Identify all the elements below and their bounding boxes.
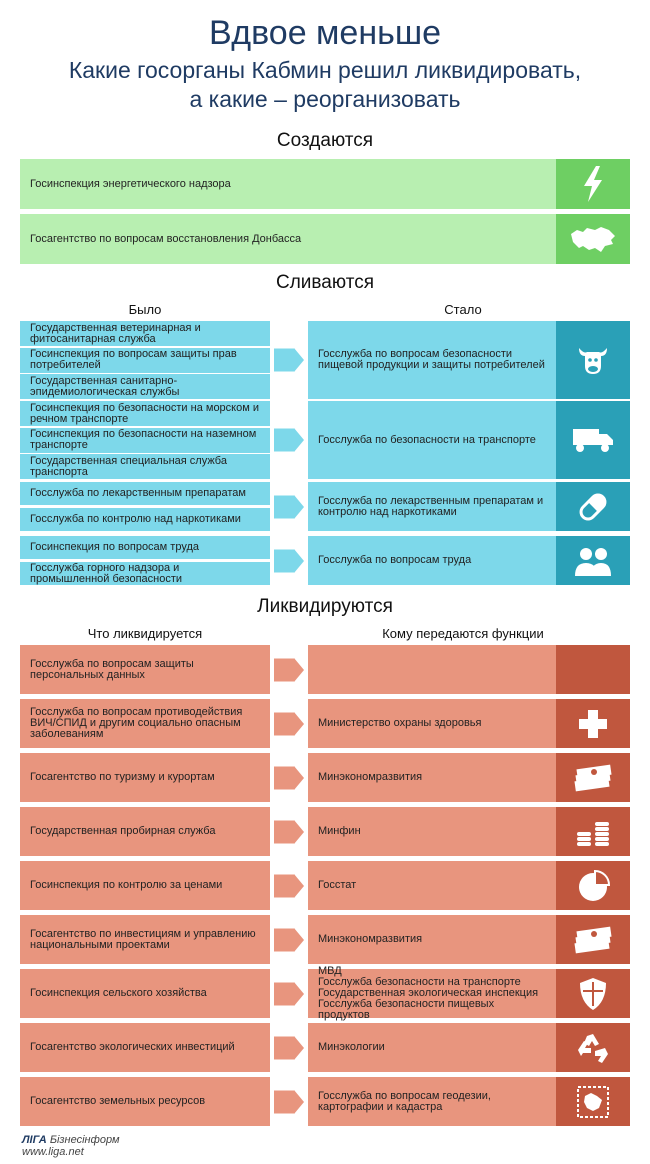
- map-stamp-icon: [575, 1084, 611, 1120]
- truck-icon-tile: [556, 401, 630, 479]
- liquidated-row-8-to: [308, 1023, 556, 1072]
- liquidated-row-5-to: [308, 861, 556, 910]
- liquidated-row-9-to-label: Госслужба по вопросам геодезии, картографии и кадастра: [318, 1089, 491, 1113]
- liquidated-row-7-to: [308, 965, 556, 1021]
- liquidated-row-3-what-label: Госагентство по туризму и курортам: [30, 771, 215, 783]
- people-icon: [573, 545, 613, 577]
- created-row-2: [20, 214, 556, 264]
- liquidated-row-6-arrow: [274, 922, 304, 958]
- merged-group-2-source-2-label: Госинспекция по безопасности на наземном транспорте: [30, 428, 257, 451]
- shield-icon-tile: [556, 969, 630, 1018]
- map-stamp-icon-tile: [556, 1077, 630, 1126]
- merged-group-2-target: [308, 401, 556, 479]
- merged-group-2-target-label: Госслужба по безопасности на транспорте: [318, 433, 536, 446]
- shield-icon: [578, 976, 608, 1012]
- liquidated-row-4-what-label: Государственная пробирная служба: [30, 825, 216, 837]
- liquidated-row-3-arrow: [274, 760, 304, 796]
- merged-group-2-source-1: [20, 401, 270, 426]
- page-subtitle: [0, 56, 650, 114]
- liquidated-row-1-arrow: [274, 652, 304, 688]
- merged-group-1-source-3: [20, 374, 270, 399]
- liquidated-row-6-what-label: Госагентство по инвестициям и управлению национальными проектами: [30, 927, 256, 951]
- truck-icon: [571, 425, 615, 455]
- liquidated-row-4-to: [308, 807, 556, 856]
- liquidated-row-9-arrow: [274, 1084, 304, 1120]
- liquidated-row-8-what-label: Госагентство экологических инвестиций: [30, 1041, 235, 1053]
- pie-chart-icon: [575, 868, 611, 904]
- liquidated-row-6-what: [20, 915, 270, 964]
- liquidated-row-1-what-label: Госслужба по вопросам защиты персональных данных: [30, 657, 194, 681]
- merged-group-3-source-1: [20, 482, 270, 505]
- created-row-2-label: Госагентство по вопросам восстановления Донбасса: [30, 232, 302, 245]
- money-icon: [571, 763, 615, 793]
- liquidated-row-3-to: [308, 753, 556, 802]
- people-icon-tile: [556, 536, 630, 585]
- section-liquidated-heading: Ликвидируются: [257, 596, 393, 617]
- liquidated-row-4-what: [20, 807, 270, 856]
- cross-icon-tile: [556, 699, 630, 748]
- liquidated-row-1-to: [308, 645, 556, 694]
- coins-icon: [573, 815, 613, 849]
- liquidated-row-4-arrow: [274, 814, 304, 850]
- merged-group-1-source-3-label: Государственная санитарно-эпидемиологическая службы: [30, 374, 180, 398]
- footer-brand: ЛIГА Бізнесінформ: [22, 1134, 120, 1146]
- liquidated-row-2-arrow: [274, 706, 304, 742]
- money-icon-tile: [556, 915, 630, 964]
- merged-group-2-source-3: [20, 454, 270, 479]
- cow-icon: [575, 342, 611, 378]
- liquidated-row-4-to-label: Минфин: [318, 825, 361, 837]
- merged-group-2-source-3-label: Государственная специальная служба транспорта: [30, 454, 227, 478]
- ukraine-map-icon: [569, 224, 617, 254]
- cross-icon: [577, 708, 609, 740]
- lightning-icon-tile: [556, 159, 630, 209]
- merged-group-2-source-1-label: Госинспекция по безопасности на морском и речном транспорте: [30, 401, 259, 425]
- merged-group-3-source-2-label: Госслужба по контролю над наркотиками: [30, 513, 241, 525]
- liquidated-row-9-what: [20, 1077, 270, 1126]
- subtitle-line-1: Какие госорганы Кабмин решил ликвидировать,: [68, 57, 582, 83]
- liquidated-row-2-what: [20, 699, 270, 748]
- column-was-heading: Было: [128, 302, 162, 317]
- merged-group-1-source-2: [20, 348, 270, 373]
- merged-group-4-target: [308, 536, 556, 585]
- lightning-icon: [580, 166, 606, 202]
- liquidated-row-6-to-label: Минэкономразвития: [318, 933, 423, 945]
- pill-icon-tile: [556, 482, 630, 531]
- footer-url: www.liga.net: [22, 1146, 84, 1158]
- section-created-heading: Создаются: [276, 130, 374, 151]
- merged-group-1-arrow: [274, 342, 304, 378]
- recycle-icon: [575, 1030, 611, 1066]
- column-to-heading: Кому передаются функции: [382, 626, 544, 641]
- section-merged-heading: Сливаются: [276, 272, 374, 293]
- liquidated-row-5-what: [20, 861, 270, 910]
- coins-icon-tile: [556, 807, 630, 856]
- liquidated-row-3-to-label: Минэкономразвития: [318, 771, 423, 783]
- liquidated-row-5-what-label: Госинспекция по контролю за ценами: [30, 879, 223, 891]
- liquidated-row-7-to-label: МВД Госслужба безопасности на транспорте Государственная экологическая инспекция Госслужба безопасности пищевых продуктов: [318, 965, 539, 1021]
- liquidated-row-9-to: [308, 1077, 556, 1126]
- liquidated-row-2-what-label: Госслужба по вопросам противодействия ВИЧ/СПИД и другим социально опасным заболеваниям: [30, 706, 243, 740]
- created-row-1-label: Госинспекция энергетического надзора: [30, 177, 231, 190]
- merged-group-1-source-2-label: Госинспекция по вопросам защиты прав потребителей: [30, 348, 237, 371]
- merged-group-1-source-1-label: Государственная ветеринарная и фитосанитарная служба: [30, 321, 201, 345]
- liquidated-row-5-to-label: Госстат: [318, 879, 357, 891]
- liquidated-row-8-arrow: [274, 1030, 304, 1066]
- liquidated-row-7-what: [20, 969, 270, 1018]
- liquidated-row-2-to-label: Министерство охраны здоровья: [318, 717, 482, 729]
- liquidated-row-3-what: [20, 753, 270, 802]
- merged-group-4-source-1: [20, 536, 270, 559]
- merged-group-2-arrow: [274, 422, 304, 458]
- liquidated-row-8-what: [20, 1023, 270, 1072]
- merged-group-4-source-2: [20, 562, 270, 585]
- subtitle-line-2: а какие – реорганизовать: [189, 86, 461, 112]
- empty-icon-tile: [556, 645, 630, 694]
- merged-group-1-source-1: [20, 321, 270, 346]
- cow-icon-tile: [556, 321, 630, 399]
- merged-group-3-target-label: Госслужба по лекарственным препаратам и контролю над наркотиками: [318, 494, 544, 518]
- merged-group-3-source-1-label: Госслужба по лекарственным препаратам: [30, 487, 246, 499]
- merged-group-1-target: [308, 321, 556, 399]
- merged-group-2-source-2: [20, 428, 270, 453]
- liquidated-row-9-what-label: Госагентство земельных ресурсов: [30, 1095, 206, 1107]
- merged-group-4-source-2-label: Госслужба горного надзора и промышленной безопасности: [30, 561, 183, 585]
- column-what-heading: Что ликвидируется: [87, 626, 203, 641]
- merged-group-3-arrow: [274, 489, 304, 525]
- merged-group-3-target: [308, 482, 556, 531]
- column-became-heading: Стало: [444, 302, 482, 317]
- page-title: Вдвое меньше: [208, 14, 442, 52]
- pie-chart-icon-tile: [556, 861, 630, 910]
- merged-group-4-target-label: Госслужба по вопросам труда: [318, 554, 472, 566]
- merged-group-1-target-label: Госслужба по вопросам безопасности пищевой продукции и защиты потребителей: [318, 348, 545, 371]
- money-icon-tile: [556, 753, 630, 802]
- merged-group-4-arrow: [274, 543, 304, 579]
- merged-group-3-source-2: [20, 508, 270, 531]
- liquidated-row-2-to: [308, 699, 556, 748]
- liquidated-row-7-what-label: Госинспекция сельского хозяйства: [30, 987, 207, 999]
- created-row-1: [20, 159, 556, 209]
- liquidated-row-7-arrow: [274, 976, 304, 1012]
- money-icon: [571, 925, 615, 955]
- liquidated-row-6-to: [308, 915, 556, 964]
- merged-group-4-source-1-label: Госинспекция по вопросам труда: [30, 541, 200, 553]
- liquidated-row-5-arrow: [274, 868, 304, 904]
- ukraine-map-icon-tile: [556, 214, 630, 264]
- footer-logo: [22, 1134, 120, 1158]
- recycle-icon-tile: [556, 1023, 630, 1072]
- liquidated-row-1-what: [20, 645, 270, 694]
- liquidated-row-8-to-label: Минэкологии: [318, 1041, 385, 1053]
- pill-icon: [575, 489, 611, 525]
